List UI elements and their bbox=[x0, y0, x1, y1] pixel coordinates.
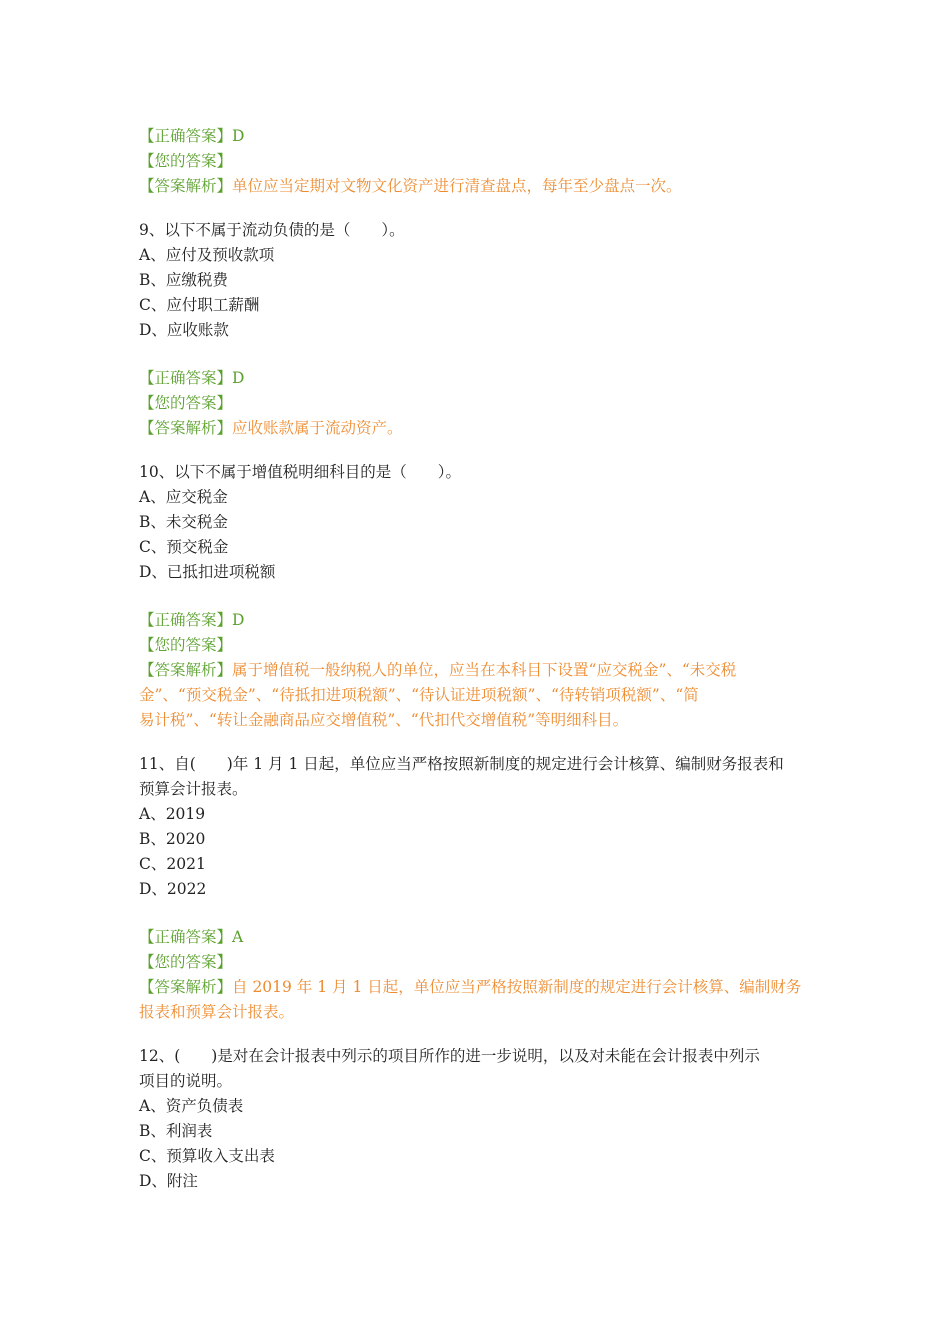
q10-correct-answer-label: 【正确答案】 bbox=[139, 611, 233, 629]
analysis-label: 【答案解析】 bbox=[139, 177, 233, 195]
q10-your-answer-label: 【您的答案】 bbox=[139, 636, 233, 654]
question-9-text: 9、以下不属于流动负债的是（ ）。 bbox=[139, 221, 405, 239]
q10-analysis-text-3: 易计税”、“转让金融商品应交增值税”、“代扣代交增值税”等明细科目。 bbox=[139, 711, 629, 729]
question-10-option-b: B、未交税金 bbox=[139, 513, 228, 531]
correct-answer-value: D bbox=[232, 127, 245, 145]
q10-analysis-text-2: 金”、“预交税金”、“待抵扣进项税额”、“待认证进项税额”、“待转销项税额”、“简 bbox=[139, 686, 699, 704]
question-12-option-a: A、资产负债表 bbox=[139, 1097, 244, 1115]
correct-answer-label: 【正确答案】 bbox=[139, 127, 233, 145]
question-10-option-c: C、预交税金 bbox=[139, 538, 229, 556]
question-9-option-c: C、应付职工薪酬 bbox=[139, 296, 260, 314]
question-9-option-a: A、应付及预收款项 bbox=[139, 246, 275, 264]
question-11-option-c: C、2021 bbox=[139, 855, 206, 873]
q10-analysis-line bbox=[139, 660, 819, 680]
q9-analysis-line bbox=[139, 418, 819, 438]
question-11-option-d: D、2022 bbox=[139, 880, 207, 898]
question-12-option-b: B、利润表 bbox=[139, 1122, 213, 1140]
q11-correct-answer-label: 【正确答案】 bbox=[139, 928, 233, 946]
question-11-option-a: A、2019 bbox=[139, 805, 206, 823]
q9-correct-answer-value: D bbox=[232, 369, 245, 387]
q10-your-answer-line bbox=[139, 635, 819, 655]
q11-correct-answer-line bbox=[139, 927, 819, 947]
q11-analysis-label: 【答案解析】 bbox=[139, 978, 233, 996]
q10-analysis-text: 属于增值税一般纳税人的单位，应当在本科目下设置“应交税金”、“未交税 bbox=[232, 661, 737, 679]
q9-your-answer-label: 【您的答案】 bbox=[139, 394, 233, 412]
question-12-text-2: 项目的说明。 bbox=[139, 1072, 233, 1090]
q9-correct-answer-label: 【正确答案】 bbox=[139, 369, 233, 387]
q9-your-answer-line bbox=[139, 393, 819, 413]
question-10-option-a: A、应交税金 bbox=[139, 488, 228, 506]
question-10-text: 10、以下不属于增值税明细科目的是（ ）。 bbox=[139, 463, 461, 481]
question-12-option-d: D、附注 bbox=[139, 1172, 198, 1190]
q11-analysis-text-2: 报表和预算会计报表。 bbox=[139, 1003, 295, 1021]
q9-analysis-text: 应收账款属于流动资产。 bbox=[232, 419, 403, 437]
analysis-text: 单位应当定期对文物文化资产进行清查盘点，每年至少盘点一次。 bbox=[232, 177, 682, 195]
q11-analysis-line bbox=[139, 977, 819, 997]
question-11-text: 11、自( )年 1 月 1 日起，单位应当严格按照新制度的规定进行会计核算、编制财务报表和 bbox=[139, 755, 784, 773]
q11-correct-answer-value: A bbox=[232, 928, 244, 946]
analysis-line bbox=[139, 176, 819, 196]
question-12-option-c: C、预算收入支出表 bbox=[139, 1147, 275, 1165]
question-9-option-b: B、应缴税费 bbox=[139, 271, 228, 289]
question-9-option-d: D、应收账款 bbox=[139, 321, 229, 339]
q10-analysis-label: 【答案解析】 bbox=[139, 661, 233, 679]
your-answer-label: 【您的答案】 bbox=[139, 152, 233, 170]
q10-correct-answer-value: D bbox=[232, 611, 245, 629]
correct-answer-line bbox=[139, 126, 819, 146]
q11-analysis-text: 自 2019 年 1 月 1 日起，单位应当严格按照新制度的规定进行会计核算、编制财务 bbox=[232, 978, 802, 996]
question-11-text-2: 预算会计报表。 bbox=[139, 780, 248, 798]
question-10-option-d: D、已抵扣进项税额 bbox=[139, 563, 276, 581]
q10-correct-answer-line bbox=[139, 610, 819, 630]
q9-correct-answer-line bbox=[139, 368, 819, 388]
question-12-text: 12、( )是对在会计报表中列示的项目所作的进一步说明，以及对未能在会计报表中列示 bbox=[139, 1047, 760, 1065]
q9-analysis-label: 【答案解析】 bbox=[139, 419, 233, 437]
question-11-option-b: B、2020 bbox=[139, 830, 206, 848]
q11-your-answer-line bbox=[139, 952, 819, 972]
q11-your-answer-label: 【您的答案】 bbox=[139, 953, 233, 971]
your-answer-line bbox=[139, 151, 819, 171]
